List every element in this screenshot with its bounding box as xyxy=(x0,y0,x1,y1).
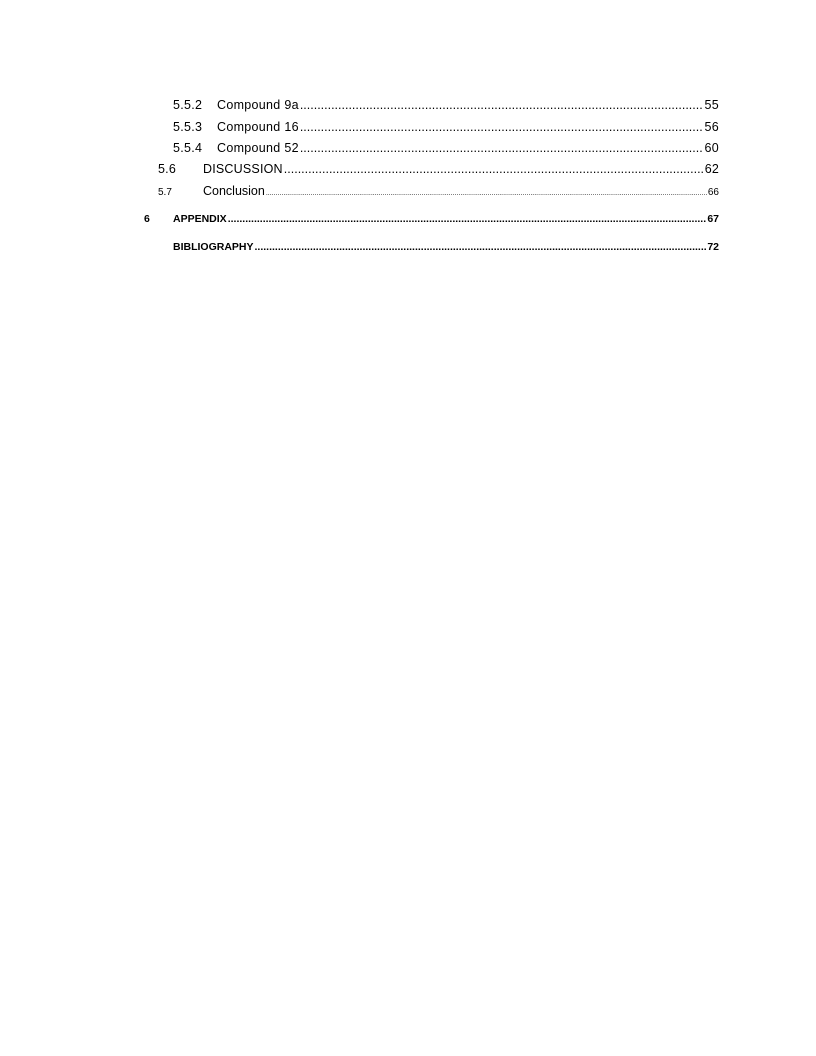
toc-entry-page: 66 xyxy=(707,187,719,198)
toc-entry-page: 62 xyxy=(704,163,719,176)
toc-entry-title: BIBLIOGRAPHY xyxy=(173,242,254,253)
toc-entry-title: Compound 16 xyxy=(217,121,299,134)
dot-leader xyxy=(284,163,704,176)
toc-entry-page: 72 xyxy=(707,242,719,253)
dot-leader xyxy=(300,99,704,112)
dot-leader xyxy=(255,242,707,253)
toc-entry-page: 55 xyxy=(704,99,719,112)
toc-entry-title: Conclusion xyxy=(203,185,265,198)
toc-entry-page: 56 xyxy=(704,121,719,134)
toc-entry-bibliography[interactable] xyxy=(173,242,719,253)
toc-entry-5-5-3[interactable] xyxy=(173,121,719,134)
toc-entry-title: APPENDIX xyxy=(173,214,227,225)
dot-leader xyxy=(228,214,707,225)
toc-entry-5-6[interactable] xyxy=(158,163,719,176)
toc-entry-title: Compound 52 xyxy=(217,142,299,155)
toc-entry-5-5-4[interactable] xyxy=(173,142,719,155)
toc-entry-number: 5.7 xyxy=(158,187,172,198)
toc-entry-number: 5.6 xyxy=(158,163,176,176)
toc-entry-number: 5.5.3 xyxy=(173,121,203,134)
toc-entry-page: 67 xyxy=(707,214,719,225)
dot-leader xyxy=(300,121,704,134)
toc-entry-number: 6 xyxy=(144,214,150,225)
toc-entry-6[interactable] xyxy=(144,214,719,225)
toc-entry-page: 60 xyxy=(704,142,719,155)
dot-leader xyxy=(266,190,707,197)
toc-entry-5-7[interactable] xyxy=(158,185,719,198)
toc-entry-number: 5.5.4 xyxy=(173,142,203,155)
toc-entry-title: Compound 9a xyxy=(217,99,299,112)
toc-entry-title: DISCUSSION xyxy=(203,163,283,176)
toc-entry-number: 5.5.2 xyxy=(173,99,203,112)
toc-entry-5-5-2[interactable] xyxy=(173,99,719,112)
dot-leader xyxy=(300,142,704,155)
